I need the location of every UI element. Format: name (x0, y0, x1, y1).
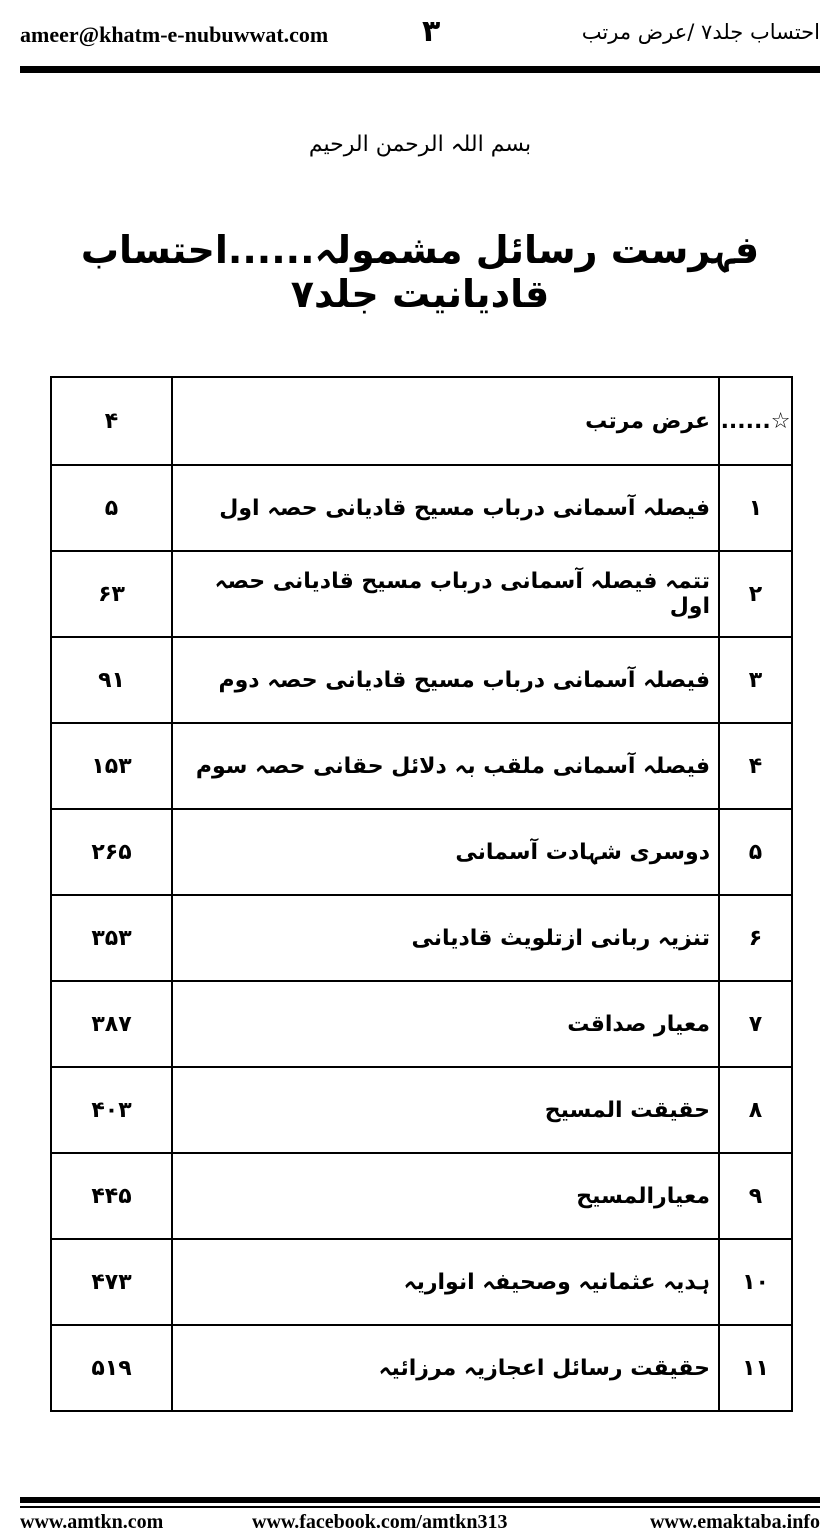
toc-entry-title: فیصلہ آسمانی ملقب بہ دلائل حقانی حصہ سوم (172, 723, 719, 809)
toc-entry-title: تنزیہ ربانی ازتلویث قادیانی (172, 895, 719, 981)
toc-body (51, 377, 792, 1411)
footer-link-emaktaba[interactable]: www.emaktaba.info (649, 1511, 820, 1533)
toc-entry-number: ۸ (719, 1067, 792, 1153)
toc-entry-title: تتمہ فیصلہ آسمانی درباب مسیح قادیانی حصہ اول (172, 551, 719, 637)
toc-entry-number: ☆...... (719, 377, 792, 465)
toc-row (51, 809, 792, 895)
toc-page-number: ۵ (51, 465, 172, 551)
toc-entry-title: عرض مرتب (172, 377, 719, 465)
toc-entry-number: ۳ (719, 637, 792, 723)
header-email: ameer@khatm-e-nubuwwat.com (20, 22, 329, 47)
toc-entry-title: فیصلہ آسمانی درباب مسیح قادیانی حصہ دوم (172, 637, 719, 723)
toc-row (51, 723, 792, 809)
toc-entry-title: معیارالمسیح (172, 1153, 719, 1239)
footer-rule-thin (20, 1506, 820, 1508)
page-header (20, 14, 820, 54)
toc-entry-title: معیار صداقت (172, 981, 719, 1067)
toc-entry-number: ۷ (719, 981, 792, 1067)
toc-page-number: ۴۴۵ (51, 1153, 172, 1239)
footer-link-amtkn[interactable]: www.amtkn.com (20, 1511, 164, 1533)
toc-row (51, 1153, 792, 1239)
running-head: احتساب جلد۷ /عرض مرتب (581, 20, 820, 44)
toc-page-number: ۵۱۹ (51, 1325, 172, 1411)
toc-entry-number: ۱ (719, 465, 792, 551)
toc-row (51, 1239, 792, 1325)
toc-entry-number: ۹ (719, 1153, 792, 1239)
footer-rule-thick (20, 1497, 820, 1503)
header-rule (20, 66, 820, 73)
toc-row (51, 551, 792, 637)
toc-page-number: ۲۶۵ (51, 809, 172, 895)
toc-entry-number: ۱۱ (719, 1325, 792, 1411)
toc-row (51, 1325, 792, 1411)
toc-row (51, 1067, 792, 1153)
page-footer (20, 1511, 820, 1537)
toc-table (50, 376, 793, 1412)
toc-page-number: ۴۰۳ (51, 1067, 172, 1153)
toc-entry-number: ۲ (719, 551, 792, 637)
page-number: ۳ (422, 14, 441, 49)
toc-entry-title: دوسری شہادت آسمانی (172, 809, 719, 895)
toc-entry-number: ۵ (719, 809, 792, 895)
toc-entry-title: فیصلہ آسمانی درباب مسیح قادیانی حصہ اول (172, 465, 719, 551)
toc-page-number: ۳۵۳ (51, 895, 172, 981)
toc-entry-number: ۴ (719, 723, 792, 809)
toc-row (51, 465, 792, 551)
toc-page-number: ۹۱ (51, 637, 172, 723)
toc-page-number: ۳۸۷ (51, 981, 172, 1067)
toc-page-number: ۱۵۳ (51, 723, 172, 809)
toc-page-number: ۴ (51, 377, 172, 465)
bismillah: بسم اللہ الرحمن الرحیم (308, 132, 532, 157)
toc-row (51, 981, 792, 1067)
toc-row (51, 637, 792, 723)
footer-link-facebook[interactable]: www.facebook.com/amtkn313 (252, 1511, 508, 1533)
toc-entry-title: ہدیہ عثمانیہ وصحیفہ انواریہ (172, 1239, 719, 1325)
toc-entry-number: ۱۰ (719, 1239, 792, 1325)
toc-row (51, 377, 792, 465)
toc-entry-number: ۶ (719, 895, 792, 981)
page-title: فہرست رسائل مشمولہ......احتساب قادیانیت جلد۷ (80, 228, 760, 316)
toc-page-number: ۶۳ (51, 551, 172, 637)
toc-entry-title: حقیقت المسیح (172, 1067, 719, 1153)
toc-page-number: ۴۷۳ (51, 1239, 172, 1325)
toc-entry-title: حقیقت رسائل اعجازیہ مرزائیہ (172, 1325, 719, 1411)
toc-row (51, 895, 792, 981)
